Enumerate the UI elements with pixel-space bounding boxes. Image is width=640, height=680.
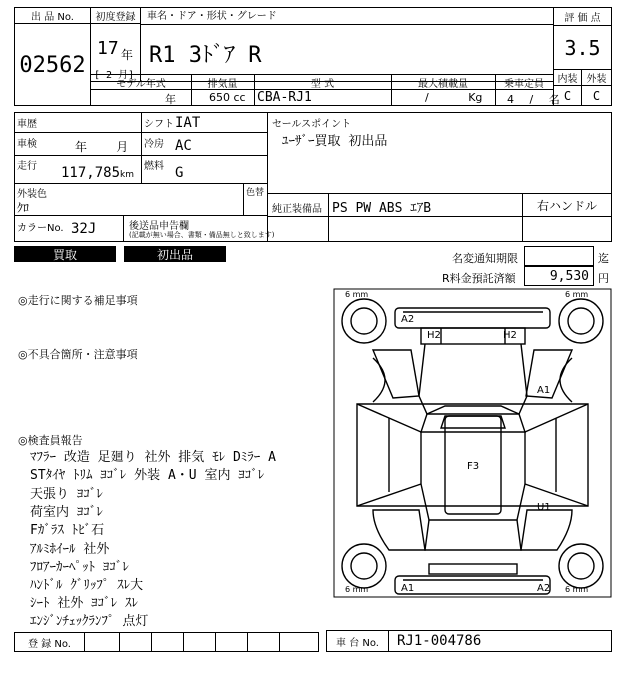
inspector-line: ﾊﾝﾄﾞﾙ ｸﾞﾘｯﾌﾟ ｽﾚ大 [30,578,144,593]
name-label: 車名・ドア・形状・グレード [147,11,277,22]
equipment-row [267,193,612,217]
mileage-unit: km [120,170,134,180]
car-outline-svg [333,288,612,598]
year-unit: 年 [121,48,134,62]
post-doc-note: (記載が無い場合、書類・備品無しと致します) [129,231,275,239]
name-change-label: 名変通知期限 [452,252,518,265]
defect-notes-title: ◎不具合箇所・注意事項 [18,348,138,361]
spec-row [90,74,560,106]
inspection-label: 車検 [17,139,37,150]
steering-side: 右ハンドル [536,198,597,213]
inspector-line: Fｶﾞﾗｽ ﾄﾋﾞ石 [30,523,105,538]
history-label: 車歴 [17,119,37,130]
sales-point-box [267,112,612,194]
equipment-label: 純正装備品 [272,204,322,215]
lot-number: 02562 [19,52,86,78]
recycle-field [524,266,594,286]
chassis-label: 車 台 No. [327,631,389,651]
displacement-label: 排気量 [207,78,238,90]
car-damage-diagram [333,288,612,598]
first-registration-box [90,7,141,82]
chassis-number-row [326,630,612,652]
color-change-label: 色替 [246,188,265,198]
grade-value: 3.5 [554,26,611,70]
registration-number-row [14,632,319,652]
sales-point-text: ﾕｰｻﾞｰ買取 初出品 [282,134,388,149]
cooling-label: 冷房 [144,139,164,150]
damage-mark: A2 [537,583,551,594]
sales-point-label: セールスポイント [272,119,352,130]
post-doc-label: 後送品申告欄 [129,221,189,232]
grade-label: 評 価 点 [554,8,611,26]
shift-label: シフト [144,119,174,130]
inspector-line: 荷室内 ﾖｺﾞﾚ [30,505,103,520]
exterior-color-label: 外装色 [17,189,47,200]
shift-value: IAT [175,115,201,131]
tag-first-listing: 初出品 [124,246,226,262]
blank-row [267,216,612,242]
damage-mark: A2 [401,314,415,325]
color-no-value: 32J [71,221,97,237]
capacity-label: 乗車定員 [504,78,544,90]
details-grid [14,112,275,242]
vehicle-name-box [140,7,554,82]
inspector-line: ﾌﾛｱｰｶｰﾍﾟｯﾄ ﾖｺﾞﾚ [30,560,129,575]
exterior-label: 外装 [582,70,611,86]
mileage-value: 117,785 [61,165,121,181]
damage-mark: F3 [467,461,480,472]
tire-depth-rl: 6 mm [345,585,369,594]
inspector-line: 天張り ﾖｺﾞﾚ [30,487,103,502]
exterior-color-value: ｸﾛ [17,201,30,215]
interior-grade: C [554,86,582,105]
damage-mark: A1 [401,583,415,594]
name-change-field [524,246,594,266]
tire-depth-rr: 6 mm [565,585,589,594]
fuel-value: G [175,165,184,181]
cooling-value: AC [175,138,192,154]
driving-notes-title: ◎走行に関する補足事項 [18,294,138,307]
first-reg-label: 初度登録 [91,8,140,24]
damage-mark: A1 [537,385,551,396]
fuel-label: 燃料 [144,161,164,172]
recycle-label: R料金預託済額 [442,272,516,285]
type-label: 型 式 [310,78,335,90]
exterior-grade: C [592,88,601,103]
tire-depth-fr: 6 mm [565,290,589,299]
registration-label: 登 録 No. [15,633,85,651]
load-label: 最大積載量 [418,78,468,90]
lot-label: 出 品 No. [15,8,90,24]
inspector-line: ｴﾝｼﾞﾝﾁｪｯｸﾗﾝﾌﾟ 点灯 [30,614,149,629]
lot-number-box [14,7,91,106]
type-value: CBA-RJ1 [257,90,312,105]
recycle-value: 9,530 [549,269,589,284]
displacement-value: 650 cc [209,91,246,104]
interior-label: 内装 [554,70,582,86]
grade-box [553,7,612,106]
name-change-unit: 迄 [598,252,609,265]
inspector-report-title: ◎検査員報告 [18,434,83,447]
capacity-value: 4 / 名 [507,93,560,106]
registration-year: 17 [97,38,119,59]
chassis-number: RJ1-004786 [397,633,482,649]
tire-depth-fl: 6 mm [345,290,369,299]
inspection-value: 年 月 [75,140,129,154]
mileage-label: 走行 [17,161,37,172]
inspector-line: ｱﾙﾐﾎｲｰﾙ 社外 [30,542,110,557]
equipment-value: PS PW ABS ｴｱB [332,201,432,216]
damage-mark: H2 [503,330,517,341]
registration-month: [ 2 月] [94,70,135,81]
vehicle-name: R1 3ﾄﾞｱ R [149,43,262,68]
inspector-line: STﾀｲﾔ ﾄﾘﾑ ﾖｺﾞﾚ 外装 A・U 室内 ﾖｺﾞﾚ [30,468,265,483]
damage-mark: H2 [427,330,441,341]
model-year-label: モデル年式 [116,78,166,90]
color-no-label: カラーNo. [17,223,64,234]
recycle-unit: 円 [598,272,609,285]
inspector-line: ﾏﾌﾗｰ 改造 足廻り 社外 排気 ﾓﾚ Dﾐﾗｰ A [30,450,276,465]
load-value: / Kg [425,91,483,104]
inspector-line: ｼｰﾄ 社外 ﾖｺﾞﾚ ｽﾚ [30,596,138,611]
model-year-value: 年 [165,93,176,106]
damage-mark: U1 [537,502,551,513]
tag-buyback: 買取 [14,246,116,262]
